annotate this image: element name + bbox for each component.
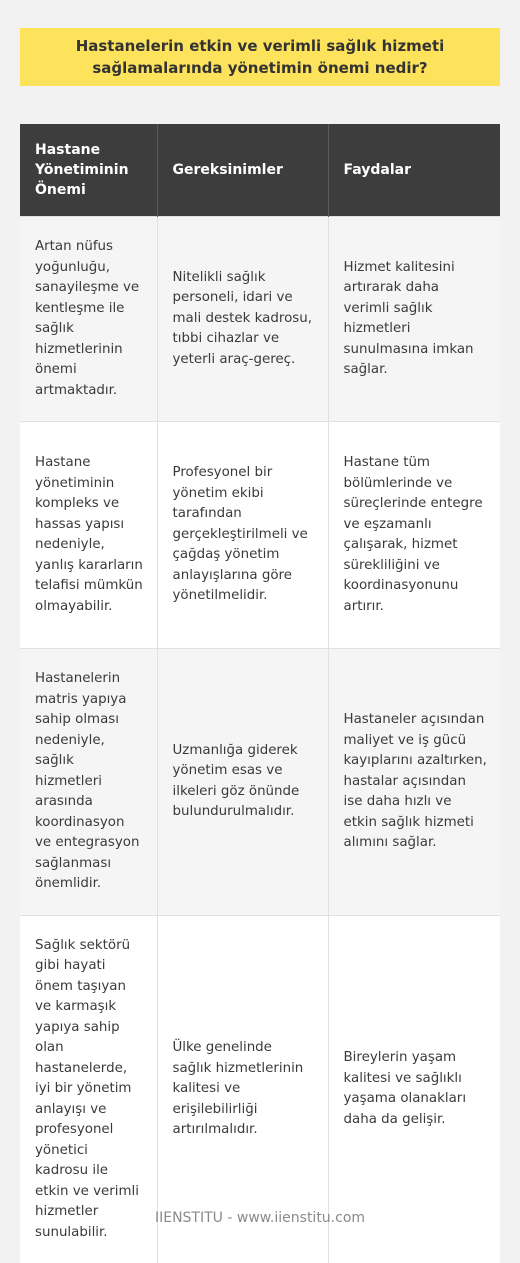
title-banner — [20, 28, 500, 86]
table-cell-benefits: Hastaneler açısından maliyet ve iş gücü kayıplarını azaltırken, hastalar açısından ise daha hızlı ve etkin sağlık hizmeti alımını sağlar. — [328, 649, 500, 916]
column-header-importance: Hastane Yönetiminin Önemi — [20, 124, 157, 217]
comparison-table — [20, 124, 500, 1263]
table-cell-requirements: Ülke genelinde sağlık hizmetlerinin kalitesi ve erişilebilirliği artırılmalıdır. — [157, 915, 328, 1263]
table-cell-importance: Sağlık sektörü gibi hayati önem taşıyan ve karmaşık yapıya sahip olan hastanelerde, iyi bir yönetim anlayışı ve profesyonel yönetici kadrosu ile etkin ve verimli hizmetler sunulabilir. — [20, 915, 157, 1263]
table-cell-importance: Artan nüfus yoğunluğu, sanayileşme ve kentleşme ile sağlık hizmetlerinin önemi artmaktadır. — [20, 217, 157, 422]
table-cell-importance: Hastanelerin matris yapıya sahip olması nedeniyle, sağlık hizmetleri arasında koordinasyon ve entegrasyon sağlanması önemlidir. — [20, 649, 157, 916]
table-cell-benefits: Hastane tüm bölümlerinde ve süreçlerinde entegre ve eşzamanlı çalışarak, hizmet sürekliliğini ve koordinasyonunu artırır. — [328, 422, 500, 649]
table-cell-requirements: Uzmanlığa giderek yönetim esas ve ilkeleri göz önünde bulundurulmalıdır. — [157, 649, 328, 916]
column-header-requirements: Gereksinimler — [157, 124, 328, 217]
footer-credit: IIENSTITU - www.iienstitu.com — [154, 1210, 366, 1226]
table-row — [20, 217, 500, 422]
table-cell-requirements: Nitelikli sağlık personeli, idari ve mali destek kadrosu, tıbbi cihazlar ve yeterli araç-gereç. — [157, 217, 328, 422]
table-cell-benefits: Bireylerin yaşam kalitesi ve sağlıklı yaşama olanakları daha da gelişir. — [328, 915, 500, 1263]
table-cell-requirements: Profesyonel bir yönetim ekibi tarafından gerçekleştirilmeli ve çağdaş yönetim anlayışlarına göre yönetilmelidir. — [157, 422, 328, 649]
table-header-row — [20, 124, 500, 217]
column-header-benefits: Faydalar — [328, 124, 500, 217]
table-cell-importance: Hastane yönetiminin kompleks ve hassas yapısı nedeniyle, yanlış kararların telafisi mümkün olmayabilir. — [20, 422, 157, 649]
table-row — [20, 422, 500, 649]
page-title: Hastanelerin etkin ve verimli sağlık hizmeti sağlamalarında yönetimin önemi nedir? — [75, 37, 445, 77]
table-row — [20, 649, 500, 916]
table-cell-benefits: Hizmet kalitesini artırarak daha verimli sağlık hizmetleri sunulmasına imkan sağlar. — [328, 217, 500, 422]
